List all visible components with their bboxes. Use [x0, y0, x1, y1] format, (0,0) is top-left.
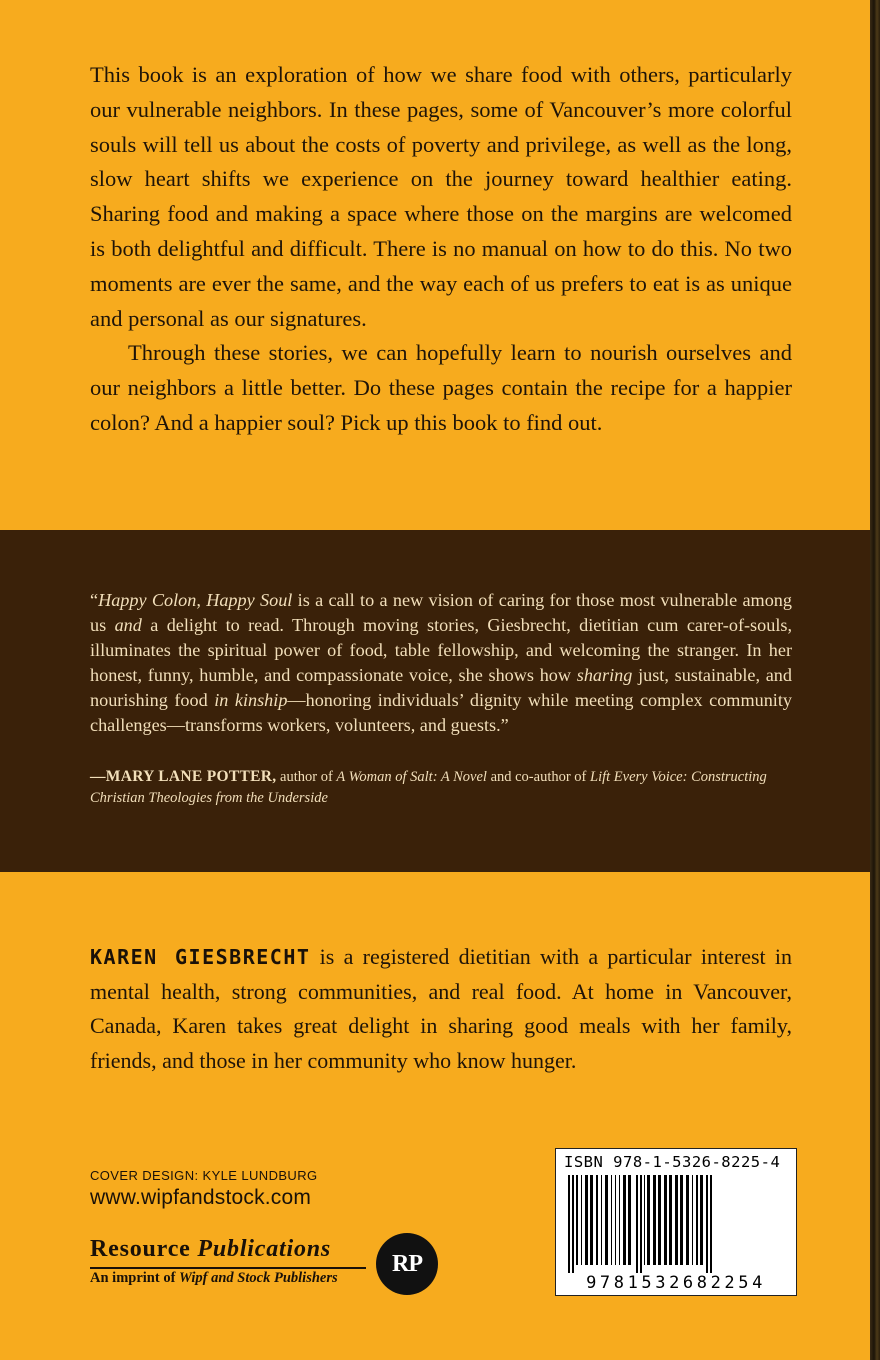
book-description — [90, 58, 792, 441]
attribution-text: author of — [276, 769, 337, 785]
barcode-bar — [619, 1175, 620, 1265]
barcode-bar — [700, 1175, 703, 1265]
description-paragraph-1: This book is an exploration of how we share food with others, particularly our vulnerable neighbors. In these pages, some of Vancouver’s more colorful souls will tell us about the costs of poverty and privilege, as well as the long, slow heart shifts we experience on the journey toward healthier eating. Sharing food and making a space where those on the margins are welcomed is both delightful and difficult. There is no manual on how to do this. No two moments are ever the same, and the way each of us prefers to eat is as unique and personal as our signatures. — [90, 62, 792, 331]
isbn-barcode — [555, 1148, 797, 1296]
imprint-name: Wipf and Stock Publishers — [179, 1270, 338, 1286]
barcode-bar — [581, 1175, 582, 1265]
endorsement-quote — [90, 588, 792, 738]
barcode-bar — [706, 1175, 708, 1273]
barcode-bar — [572, 1175, 574, 1273]
barcode-bars — [564, 1175, 788, 1273]
quote-text: just, sustainable, and nourishing food — [90, 665, 792, 710]
barcode-bar — [596, 1175, 598, 1265]
quote-emphasis: sharing — [576, 665, 633, 685]
barcode-bar — [675, 1175, 678, 1265]
isbn-label: ISBN 978-1-5326-8225-4 — [564, 1153, 781, 1171]
description-paragraph-2: Through these stories, we can hopefully learn to nourish ourselves and our neighbors a little better. Do these pages contain the recipe for a happier colon? And a happier soul? Pick up this book to find out. — [90, 340, 792, 435]
barcode-bar — [664, 1175, 667, 1265]
quote-text: —honoring individuals’ dignity while meeting complex community challenges—transforms workers, volunteers, and guests.” — [90, 690, 792, 735]
publisher-logo: RP — [376, 1233, 438, 1295]
barcode-bar — [640, 1175, 642, 1273]
publisher-word: Publications — [197, 1236, 332, 1262]
endorsement-attribution — [90, 766, 810, 809]
quote-text: a delight to read. Through moving stories, Giesbrecht, dietitian cum carer-of-souls, illuminates the spiritual power of food, table fellowship, and welcoming the stranger. In her honest, funny, humble, and compassionate voice, she shows how — [90, 615, 792, 685]
barcode-bar — [692, 1175, 693, 1265]
barcode-bar — [628, 1175, 631, 1265]
barcode-bar — [636, 1175, 638, 1273]
quote-emphasis: and — [114, 615, 142, 635]
barcode-bar — [669, 1175, 672, 1265]
attribution-text: and co-author of — [486, 769, 591, 785]
barcode-bar — [644, 1175, 645, 1265]
author-bio — [90, 940, 792, 1078]
barcode-bar — [611, 1175, 612, 1265]
barcode-bar — [710, 1175, 712, 1273]
barcode-bar — [686, 1175, 689, 1265]
barcode-bar — [623, 1175, 626, 1265]
barcode-bar — [585, 1175, 588, 1265]
barcode-bar — [647, 1175, 650, 1265]
quote-emphasis: in kinship — [214, 690, 288, 710]
bio-text: is a registered dietitian with a particular interest in mental health, strong communities, and real food. At home in Vancouver, Canada, Karen takes great delight in sharing good meals with her family, friends, and those in her community who know hunger. — [90, 944, 793, 1073]
publisher-website: www.wipfandstock.com — [90, 1186, 312, 1209]
imprint-prefix: An imprint of — [90, 1270, 180, 1286]
spine-edge — [870, 0, 880, 1360]
barcode-bar — [658, 1175, 661, 1265]
quote-text: is a call to a new vision of caring for those most vulnerable among us — [90, 590, 792, 635]
publisher-name — [90, 1236, 331, 1263]
barcode-bar — [576, 1175, 578, 1265]
publisher-word: Resource — [90, 1236, 198, 1262]
barcode-bar — [696, 1175, 698, 1265]
author-name: KAREN GIESBRECHT — [90, 945, 311, 969]
barcode-bar — [590, 1175, 593, 1265]
barcode-bar — [680, 1175, 683, 1265]
barcode-digits: 9781532682254 — [586, 1273, 766, 1293]
endorser-name: —MARY LANE POTTER, — [90, 768, 277, 785]
publisher-divider — [90, 1267, 366, 1269]
quote-book-title: Happy Colon, Happy Soul — [98, 590, 293, 610]
endorser-book-1: A Woman of Salt: A Novel — [336, 769, 487, 785]
barcode-bar — [568, 1175, 570, 1273]
endorser-book-2: Lift Every Voice: Constructing Christian Theologies from the Underside — [90, 769, 767, 806]
cover-design-credit: COVER DESIGN: KYLE LUNDBURG — [90, 1168, 318, 1183]
barcode-bar — [653, 1175, 656, 1265]
imprint-line — [90, 1270, 338, 1287]
open-quote: “ — [90, 590, 99, 610]
barcode-bar — [615, 1175, 616, 1265]
barcode-bar — [605, 1175, 608, 1265]
barcode-bar — [601, 1175, 602, 1265]
